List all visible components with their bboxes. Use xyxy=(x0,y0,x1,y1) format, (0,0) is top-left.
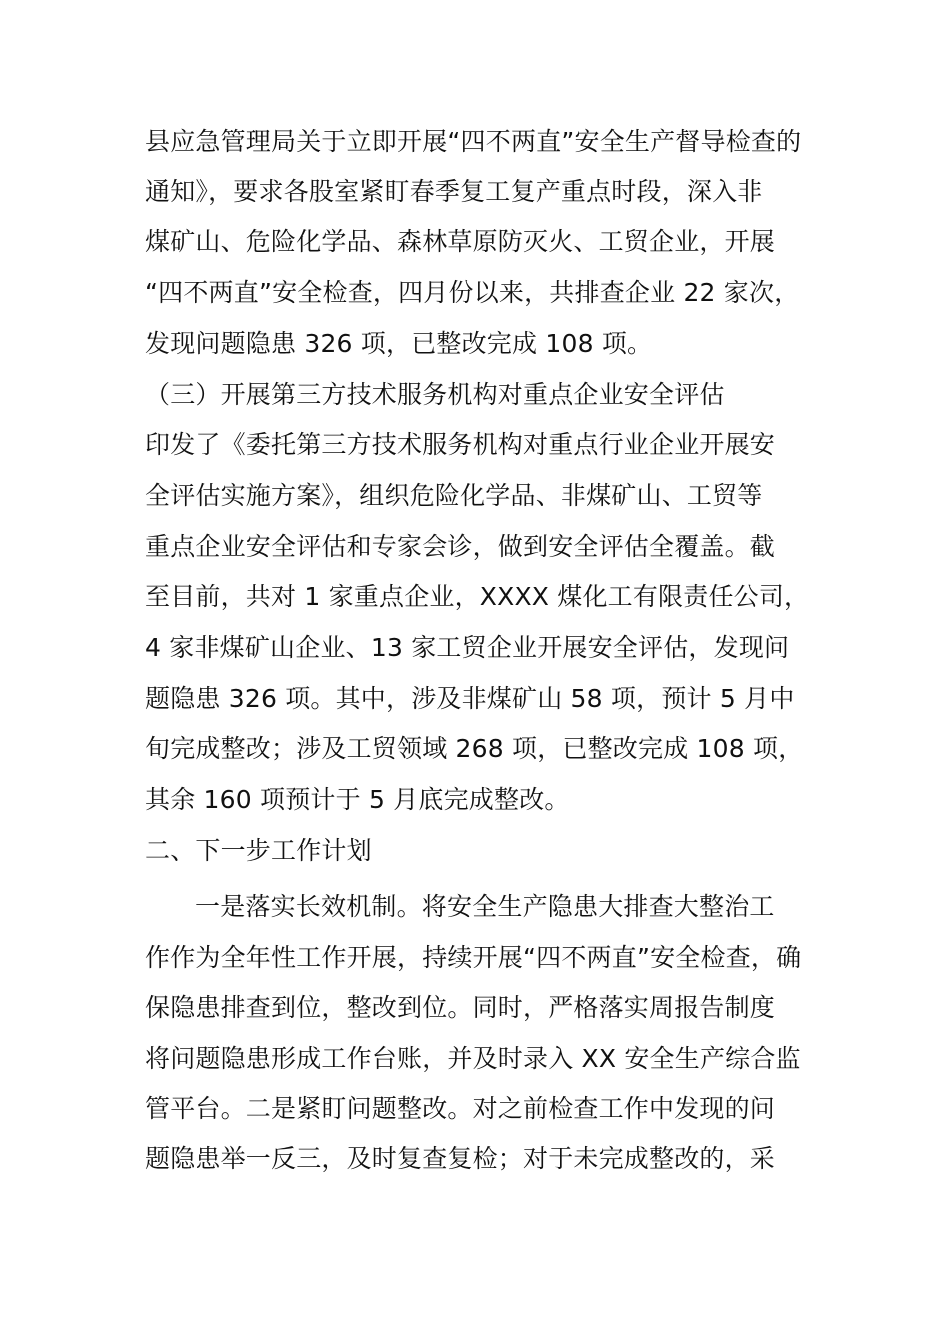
section-heading: 二、下一步工作计划 xyxy=(145,836,372,865)
paragraph-line: 煤矿山、危险化学品、森林草原防灭火、工贸企业，开展 xyxy=(145,227,776,256)
paragraph-line: 重点企业安全评估和专家会诊，做到安全评估全覆盖。截 xyxy=(145,532,776,561)
paragraph-line: 题隐患 326 项。其中，涉及非煤矿山 58 项，预计 5 月中 xyxy=(145,684,795,713)
paragraph-line: 印发了《委托第三方技术服务机构对重点行业企业开展安 xyxy=(145,430,776,459)
paragraph-line: 旬完成整改；涉及工贸领域 268 项，已整改完成 108 项， xyxy=(145,734,804,763)
paragraph-line: 县应急管理局关于立即开展“四不两直”安全生产督导检查的 xyxy=(145,127,802,156)
paragraph-line: 将问题隐患形成工作台账，并及时录入 XX 安全生产综合监 xyxy=(145,1044,801,1073)
paragraph-line: 题隐患举一反三，及时复查复检；对于未完成整改的，采 xyxy=(145,1144,776,1173)
paragraph-line: 一是落实长效机制。将安全生产隐患大排查大整治工 xyxy=(195,892,775,921)
section-heading: （三）开展第三方技术服务机构对重点企业安全评估 xyxy=(145,380,725,409)
paragraph-line: 管平台。二是紧盯问题整改。对之前检查工作中发现的问 xyxy=(145,1094,776,1123)
paragraph-line: 其余 160 项预计于 5 月底完成整改。 xyxy=(145,785,570,814)
paragraph-line: 全评估实施方案》，组织危险化学品、非煤矿山、工贸等 xyxy=(145,481,763,510)
paragraph-line: 作作为全年性工作开展，持续开展“四不两直”安全检查，确 xyxy=(145,943,802,972)
paragraph-line: 至目前，共对 1 家重点企业，XXXX 煤化工有限责任公司， xyxy=(145,582,810,611)
paragraph-line: 通知》，要求各股室紧盯春季复工复产重点时段，深入非 xyxy=(145,177,763,206)
paragraph-line: 4 家非煤矿山企业、13 家工贸企业开展安全评估，发现问 xyxy=(145,633,790,662)
paragraph-line: “四不两直”安全检查，四月份以来，共排查企业 22 家次， xyxy=(145,278,800,307)
paragraph-line: 保隐患排查到位，整改到位。同时，严格落实周报告制度 xyxy=(145,993,776,1022)
paragraph-line: 发现问题隐患 326 项，已整改完成 108 项。 xyxy=(145,329,653,358)
